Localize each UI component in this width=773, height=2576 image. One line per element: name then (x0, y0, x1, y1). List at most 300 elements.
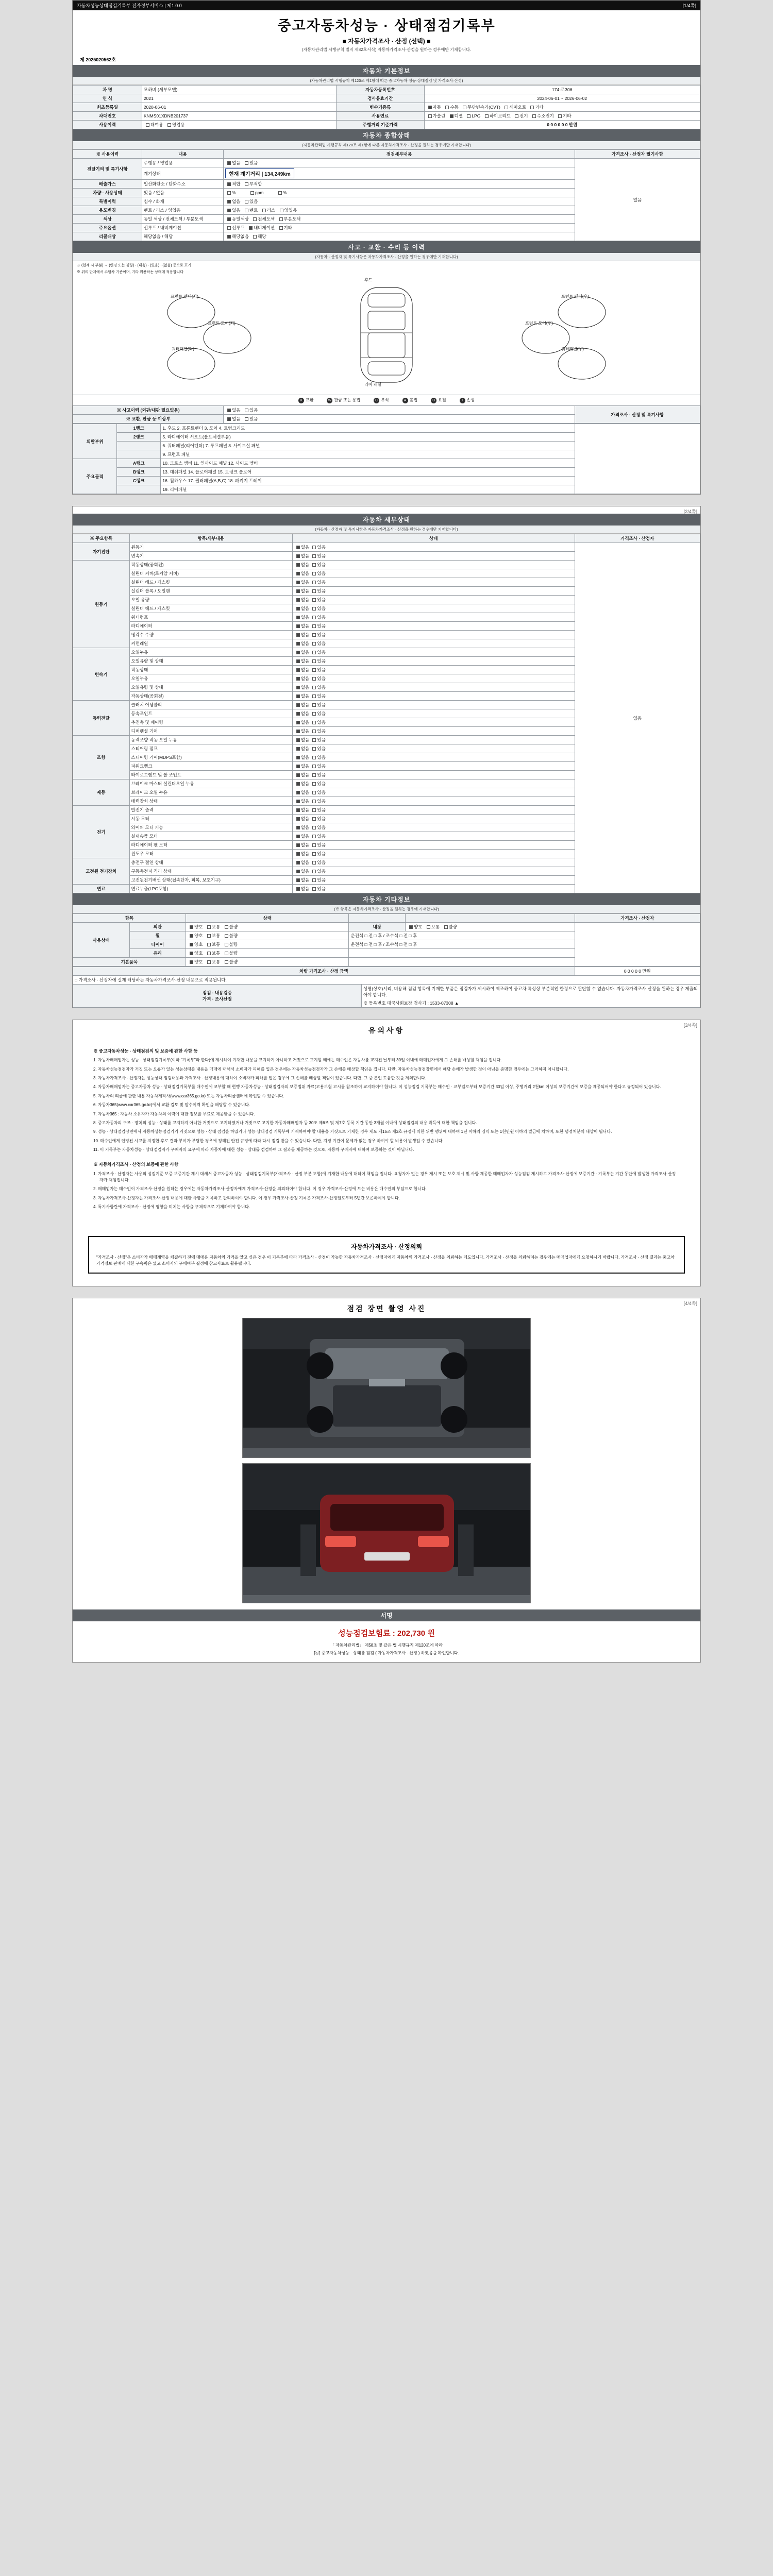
checkbox-state-yes[interactable] (312, 791, 316, 794)
panel-rank-table (73, 423, 700, 494)
declaration-text: "가격조사 · 산정"은 소비자가 매매계약을 체결하기 전에 매매용 자동차의 가격을 알고 싶은 경우 이 기록부에 따라 가격조사 · 산정이 가능한 자동차가격조사 · 산정자에게 자동차의 가격조사 · 산정을 의뢰하는 제도입니다. 가격조사 · 산정을 의뢰하려는 경우에는 매매업자에게 요청하시기 바랍니다. 가격조사 · 산정 결과는 중고차 가격정보 판매에 대한 구속력은 없고 소비자의 구매여부 결정에 참고자료로 활용됩니다. (96, 1255, 675, 1266)
cell-value: 9. 프런트 패널 (161, 450, 575, 459)
table-row (73, 406, 700, 415)
checkbox-lpg[interactable] (467, 114, 470, 118)
checkbox-state-yes[interactable] (312, 826, 316, 829)
checkbox-state-none[interactable] (296, 694, 300, 698)
page-tag-4: [4/4쪽] (683, 1301, 697, 1307)
checkbox-state-none[interactable] (296, 870, 300, 873)
detail-group-label: 연료 (73, 885, 130, 893)
checkbox-color-part[interactable] (279, 217, 283, 221)
checkbox-basic-bad[interactable] (225, 960, 228, 964)
checkbox-yes[interactable] (245, 161, 248, 165)
section-detail-band: 자동차 세부상태 (73, 514, 700, 526)
cell-value: 2020-06-01 (142, 103, 336, 112)
inspector-disclaimer: 성명(상호)서리, 비용해 점검 항목에 기재한 부품은 점검자가 제시하여 제조하여 중고차 특성상 부분적인 한정으로 판단할 수 없습니다. 자동차가격조사·산정을 원하는 경우 제출되어야 합니다. (363, 986, 698, 997)
cell-label: 내장 (349, 923, 406, 931)
cell-label: 가격조사 · 산정 및 특기사항 (575, 406, 700, 423)
notice-item: 5. 자동차의 리콜에 관한 내용 자동차제작사(www.car365.go.kr) 또는 자동차리콜센터에 확인할 수 있습니다. (93, 1093, 284, 1098)
notice-item: 2. 자동차성능점검자가 거짓 또는 오류가 있는 성능상태를 내용을 매매에 대해서 소비자가 피해를 입은 경우에는 자동차성능점검자가 그 손해를 배상할 책임을 집니다. 다만, 자동차성능점검장면에서 해당 손해가 발생한 것이 아님을 증명한 경우에는 그러하지 아니합니다. (93, 1066, 569, 1072)
checkbox-state-none[interactable] (296, 878, 300, 882)
legend-text: 흠집 (409, 398, 418, 402)
checkbox-state-yes[interactable] (312, 730, 316, 733)
checkbox-state-yes[interactable] (312, 756, 316, 759)
checkbox-use-rent[interactable] (245, 209, 248, 212)
page-title-note: (자동차관리법 시행규칙 별지 제82호서식) 자동차가격조사·산정을 원하는 경우에만 기재합니다. (301, 47, 472, 52)
detail-item-label: 배력장치 상태 (129, 797, 292, 806)
checkbox-flood-yes[interactable] (245, 200, 248, 204)
checkbox-cvt[interactable] (463, 106, 466, 109)
price-table (73, 967, 700, 1008)
checkbox-ng[interactable] (245, 182, 248, 186)
checkbox-state-yes[interactable] (312, 861, 316, 865)
col-header: 가격조사 · 산정자 (575, 534, 700, 543)
detail-item-state: 없음 있음 (292, 744, 575, 753)
cell-label: 외판부위 (73, 424, 117, 459)
label-door-front-left: 프런트 도어(좌) (208, 321, 236, 326)
checkbox-state-none[interactable] (296, 738, 300, 742)
checkbox-basic-normal[interactable] (207, 960, 211, 964)
transmission-options: 자동 수동 무단변속기(CVT) 세미오토 기타 (424, 103, 700, 112)
checkbox-tire-normal[interactable] (207, 943, 211, 946)
checkbox-state-none[interactable] (296, 852, 300, 856)
detail-item-label: 오일누유 (129, 674, 292, 683)
mileage-highlight-cell (224, 167, 575, 180)
checkbox-state-yes[interactable] (312, 712, 316, 716)
checkbox-manual[interactable] (445, 106, 449, 109)
checkbox-state-none[interactable] (296, 747, 300, 751)
checkbox-state-yes[interactable] (312, 686, 316, 689)
checkbox-state-yes[interactable] (312, 633, 316, 637)
legend-badge-t: T (460, 398, 465, 403)
checkbox-state-yes[interactable] (312, 800, 316, 803)
cell-value: 174-로306 (424, 86, 700, 94)
checkbox-state-yes[interactable] (312, 870, 316, 873)
checkbox-glass-bad[interactable] (225, 952, 228, 955)
notice-title: 유의사항 (368, 1026, 405, 1035)
checkbox-state-yes[interactable] (312, 677, 316, 681)
declaration-box (88, 1236, 685, 1274)
checkbox-wheel-normal[interactable] (207, 934, 211, 938)
cell-label: 주행거리 기준가격 (337, 121, 424, 129)
checkbox-state-yes[interactable] (312, 572, 316, 575)
checkbox-state-yes[interactable] (312, 773, 316, 777)
detail-item-label: 스티어링 펌프 (129, 744, 292, 753)
detail-group-label: 변속기 (73, 648, 130, 701)
detail-item-label: 동력조향 작동 오일 누유 (129, 736, 292, 744)
checkbox-none[interactable] (227, 161, 231, 165)
detail-item-state: 없음 있음 (292, 587, 575, 596)
notice-item: 7. 자동차365 : 자동차 소유자가 자동차의 이력에 대한 정보를 무료로 제공받을 수 있습니다. (93, 1111, 255, 1116)
detail-item-state: 없음 있음 (292, 631, 575, 639)
detail-item-label: 커먼레일 (129, 639, 292, 648)
checkbox-state-yes[interactable] (312, 808, 316, 812)
browser-bar-left: 자동차성능상태점검기록부 전자정부서비스 | 제1.0.0 (77, 3, 182, 8)
notice-heading-2: ※ 자동차가격조사 · 산정의 보증에 관한 사항 (93, 1162, 179, 1167)
checkbox-basic-good[interactable] (190, 960, 193, 964)
checkbox-state-yes[interactable] (312, 878, 316, 882)
checkbox-sunroof[interactable] (227, 226, 231, 230)
checkbox-wheel-good[interactable] (190, 934, 193, 938)
cell-label: ※ 교환, 판금 등 이상부 (73, 415, 224, 423)
cell-value: 양호 보통 불량 (186, 923, 349, 931)
checkbox-state-none[interactable] (296, 607, 300, 611)
checkbox-state-none[interactable] (296, 887, 300, 891)
checkbox-state-none[interactable] (296, 616, 300, 619)
detail-item-label: 윈도우 모터 (129, 850, 292, 858)
detail-item-label: 라디에이터 (129, 622, 292, 631)
cell-value: 없음 (575, 159, 700, 241)
photo-underbody (242, 1318, 531, 1458)
checkbox-state-yes[interactable] (312, 765, 316, 768)
checkbox-fuel-etc[interactable] (558, 114, 562, 118)
notice-item: 8. 중고자동차의 구조 · 장치의 성능 · 상태를 고지하지 아니한 거짓으로 고지하였거나 거짓으로 고지한 자동차매매업자 등 30조 제6조 및 제7호 등록 기간 동안 3개월 이내에 상태점검의 내용 취득에 대한 책임을 집니다. (93, 1120, 477, 1125)
checkbox-state-yes[interactable] (312, 782, 316, 786)
page-tag-3: [3/4쪽] (683, 1023, 697, 1028)
checkbox-diesel[interactable] (450, 114, 453, 118)
cell-value: 2024-06-01 ~ 2026-06-02 (424, 94, 700, 103)
table-header-row (73, 534, 700, 543)
detail-item-label: 오일유량 및 상태 (129, 657, 292, 666)
detail-item-state: 없음 있음 (292, 657, 575, 666)
legend-badge-x: X (298, 398, 304, 403)
table-row (73, 103, 700, 112)
checkbox-color-full[interactable] (253, 217, 257, 221)
checkbox-ext-good[interactable] (190, 925, 193, 929)
checkbox-wheel-bad[interactable] (225, 934, 228, 938)
detail-item-state: 없음 있음 (292, 692, 575, 701)
detail-item-state: 없음 있음 (292, 885, 575, 893)
detail-item-label: 디퍼렌셜 기어 (129, 727, 292, 736)
cell-label (117, 450, 161, 459)
col-header: 항목/세부내용 (129, 534, 292, 543)
detail-group-label: 제동 (73, 779, 130, 806)
legend-badge-w: W (327, 398, 332, 403)
table-row (73, 86, 700, 94)
checkbox-state-none[interactable] (296, 554, 300, 558)
checkbox-ev[interactable] (515, 114, 518, 118)
table-header-row (73, 150, 700, 159)
cell-value: 10. 크로스 멤버 11. 인사이드 패널 12. 사이드 멤버 (161, 459, 575, 468)
checkbox-state-none[interactable] (296, 686, 300, 689)
cell-value: 선루프 내비게이션 기타 (224, 224, 575, 232)
detail-item-state: 없음 있음 (292, 674, 575, 683)
cell-value: 16. 휠하우스 17. 필러패널(A,B,C) 18. 패키지 트레이 (161, 477, 575, 485)
detail-item-state: 없음 있음 (292, 771, 575, 779)
price-boxes: 0 0 0 0 0 0 만원 (424, 121, 700, 129)
cell-value: 없음 있음 (224, 197, 575, 206)
checkbox-state-yes[interactable] (312, 747, 316, 751)
cell-label: A랭크 (117, 459, 161, 468)
checkbox-state-yes[interactable] (312, 554, 316, 558)
cell-value: 모하비 (세부모델) (142, 86, 336, 94)
checkbox-ext-bad[interactable] (225, 925, 228, 929)
footer-line-1: 「 자동차관리법」 제58조 및 같은 법 시행규칙 제120조에 따라 (330, 1643, 443, 1648)
section-overall-note: (자동차관리법 시행규칙 제120조 제1항에 따른 자동차가격조사 · 산정을 원하는 경우에만 기재합니다) (73, 141, 700, 149)
checkbox-use-biz[interactable] (280, 209, 283, 212)
cell-value: 양호 보통 불량 (186, 931, 349, 940)
notice-item: 6. 자동차365(www.car365.go.kr)에서 교환 검토 및 압수이력 확인을 해당할 수 있습니다. (93, 1103, 250, 1108)
checkbox-ok[interactable] (227, 182, 231, 186)
checkbox-state-none[interactable] (296, 598, 300, 602)
col-header: ※ 사용이력 (73, 150, 142, 159)
detail-item-state: 없음 있음 (292, 666, 575, 674)
checkbox-use-none[interactable] (227, 209, 231, 212)
cell-label: 일산화탄소 / 탄화수소 (142, 180, 223, 189)
col-header (405, 914, 575, 923)
legend-item (431, 397, 446, 403)
cell-label: 차량 · 사용상태 (73, 189, 142, 197)
table-row (73, 923, 700, 931)
section-accident-band: 사고 · 교환 · 수리 등 이력 (73, 241, 700, 253)
notice-item: 9. 성능 · 상태점검장면에서 자동차성능점검기기 거짓으로 성능 · 상태 점검을 하였거나 성능 상태점검 기록부에 기재하여야 할 내용을 거짓으로 기재한 경우 제도 제15조 제3호 규정에 의한 위반 행위에 대하여 1년 이하의 징역 또는 1천만원 이하의 벌금에 처하며, 또한 행정처분의 대상이 됩니다. (93, 1129, 612, 1134)
notice-subitem: 3. 자동차가격조사·산정자는 가격조사·산정 내용에 대한 사항을 기록하고 관리하여야 합니다. 이 경우 가격조사·산정 기록은 가격조사·산정일로부터 5년간 보존하여야 합니다. (93, 1195, 400, 1200)
tire-position-note: 운전석 □ 전 □ 후 / 조수석 □ 전 □ 후 (349, 940, 575, 949)
cell-label: 검사유효기간 (337, 94, 424, 103)
checkbox-state-none[interactable] (296, 826, 300, 829)
checkbox-state-yes[interactable] (312, 546, 316, 549)
detail-item-state: 없음 있음 (292, 806, 575, 815)
detail-item-label: 실린더 커버(로커암 커버) (129, 569, 292, 578)
checkbox-state-yes[interactable] (312, 598, 316, 602)
cell-label: 사용이력 (73, 121, 142, 129)
checkbox-state-none[interactable] (296, 624, 300, 628)
checkbox-state-yes[interactable] (312, 694, 316, 698)
checkbox-flood-none[interactable] (227, 200, 231, 204)
fuel-options: 가솔린 디젤 LPG 하이브리드 전기 수소전기 기타 (424, 112, 700, 121)
checkbox-int-bad[interactable] (444, 925, 448, 929)
checkbox-state-none[interactable] (296, 861, 300, 865)
diagram-annotations (73, 276, 700, 395)
cell-label: 주요골격 (73, 459, 117, 494)
checkbox-state-none[interactable] (296, 712, 300, 716)
table-row (73, 985, 700, 1008)
checkbox-state-none[interactable] (296, 730, 300, 733)
checkbox-state-none[interactable] (296, 756, 300, 759)
cell-label: 동일 색상 / 전체도색 / 부분도색 (142, 215, 223, 224)
checkbox-state-yes[interactable] (312, 738, 316, 742)
cell-label: C랭크 (117, 477, 161, 485)
price-value: 0 0 0 0 0 만원 (575, 967, 700, 976)
cell-label: 변속기종류 (337, 103, 424, 112)
cell-label: 용도변경 (73, 206, 142, 215)
checkbox-co[interactable] (227, 191, 231, 195)
cell-label: 전달기의 및 특기사항 (73, 159, 142, 180)
checkbox-state-none[interactable] (296, 677, 300, 681)
checkbox-state-none[interactable] (296, 808, 300, 812)
legend-item (327, 397, 360, 403)
section-other-band: 자동차 기타정보 (73, 893, 700, 905)
cell-label: 외관 (129, 923, 186, 931)
sheet-page-2 (72, 506, 701, 1008)
checkbox-state-none[interactable] (296, 581, 300, 584)
cell-label: 선루프 / 내비게이션 (142, 224, 223, 232)
detail-item-state: 없음 있음 (292, 867, 575, 876)
detail-group-label: 조향 (73, 736, 130, 779)
detail-item-label: 오일누유 (129, 648, 292, 657)
detail-state-table (73, 534, 700, 893)
checkbox-accident-none[interactable] (227, 409, 231, 412)
detail-item-label: 원동기 (129, 543, 292, 552)
notice-item: 10. 매수인에게 인정된 시고를 지정한 후로 결과 부여가 부당한 경우에 정해진 안전 규정에 따라 다시 점검 받을 수 있습니다. 다만, 지정 기관이 문제가 없는 경우 하여야 할 비용이 발생될 수 있습니다. (93, 1138, 444, 1143)
checkbox-hybrid[interactable] (485, 114, 489, 118)
checkbox-use-lease[interactable] (262, 209, 266, 212)
notice-item: 4. 자동차매매업자는 중고자동차 성능 · 상태점검기록부를 매수인에 교부할 때 현행 자동차성능 · 상태점검자의 보증범위 자료(고용보험 고시를 참조하여 교지하여야 합니다. 이 성능점검 기록부는 매수인 · 교부일로부터 보증기간 30일 이상, 주행거리 2천km 이상의 보증기간에 보증을 제공되어야 한다고 규정되어 있습니다. (93, 1084, 661, 1090)
col-header: 상태 (292, 534, 575, 543)
checkbox-state-none[interactable] (296, 703, 300, 707)
cell-label: 해당없음 / 해당 (142, 232, 223, 241)
detail-item-label: 스티어링 기어(MDPS포함) (129, 753, 292, 762)
checkbox-state-yes[interactable] (312, 817, 316, 821)
checkbox-glass-good[interactable] (190, 952, 193, 955)
checkbox-state-none[interactable] (296, 572, 300, 575)
label-quarter-left: 쿼터패널(좌) (172, 347, 194, 351)
checkbox-repair-none[interactable] (227, 417, 231, 421)
checkbox-state-yes[interactable] (312, 616, 316, 619)
checkbox-state-none[interactable] (296, 546, 300, 549)
cell-value (349, 949, 575, 958)
section-basic-note: (자동차관리법 시행규칙 제120조 제1항에 따른 중고자동차 성능·상태점검 및 가격조사·산정) (73, 77, 700, 85)
detail-item-label: 추진축 및 베어링 (129, 718, 292, 727)
cell-value: 13. 대쉬패널 14. 플로어패널 15. 트렁크 플로어 (161, 468, 575, 477)
checkbox-state-none[interactable] (296, 642, 300, 646)
checkbox-ext-normal[interactable] (207, 925, 211, 929)
notice-subitem: 2. 매매업자는 매수인이 가격조사·산정을 원하는 경우에는 자동차가격조사·산정자에게 가격조사·산정을 의뢰하여야 합니다. 이 경우 가격조사·산정에 드는 비용은 매수인의 부담으로 합니다. (93, 1187, 427, 1192)
checkbox-smoke[interactable] (278, 191, 282, 195)
checkbox-state-none[interactable] (296, 659, 300, 663)
checkbox-auto[interactable] (428, 106, 432, 109)
checkbox-state-yes[interactable] (312, 589, 316, 593)
cell-value: 없음 있음 (224, 406, 575, 415)
price-band-label: 차량 가격조사 · 산정 금액 (73, 967, 575, 976)
checkbox-tire-good[interactable] (190, 943, 193, 946)
table-row (73, 121, 700, 129)
checkbox-state-yes[interactable] (312, 624, 316, 628)
legend-item (298, 397, 313, 403)
photo-rear-lift (242, 1463, 531, 1603)
col-header: 내용 (142, 150, 223, 159)
sheet-page-3 (72, 1020, 701, 1286)
inspector-text (361, 985, 700, 1008)
checkbox-int-good[interactable] (409, 925, 413, 929)
checkbox-state-none[interactable] (296, 773, 300, 777)
detail-item-label: 타이로드엔드 및 볼 조인트 (129, 771, 292, 779)
checkbox-state-yes[interactable] (312, 835, 316, 838)
cell-label: 기본품목 (73, 958, 186, 967)
checkbox-glass-normal[interactable] (207, 952, 211, 955)
detail-inspector-note: 없음 (575, 543, 700, 893)
checkbox-state-none[interactable] (296, 800, 300, 803)
detail-item-state: 없음 있음 (292, 639, 575, 648)
legend-text: 손상 (466, 398, 475, 402)
legend-badge-c: C (374, 398, 379, 403)
checkbox-recall-yes[interactable] (253, 235, 257, 239)
detail-item-label: 구동축전지 격리 상태 (129, 867, 292, 876)
checkbox-int-normal[interactable] (427, 925, 430, 929)
checkbox-h2[interactable] (532, 114, 536, 118)
table-row (73, 976, 700, 985)
checkbox-state-yes[interactable] (312, 668, 316, 672)
checkbox-repair-yes[interactable] (245, 417, 248, 421)
checkbox-gasoline[interactable] (428, 114, 432, 118)
checkbox-state-none[interactable] (296, 791, 300, 794)
checkbox-state-none[interactable] (296, 721, 300, 724)
checkbox-rental[interactable] (146, 123, 149, 127)
checkbox-etc[interactable] (530, 106, 534, 109)
legend-badge-a: A (402, 398, 408, 403)
checkbox-state-none[interactable] (296, 782, 300, 786)
checkbox-state-yes[interactable] (312, 887, 316, 891)
photos-title: 점검 장면 촬영 사진 (347, 1304, 426, 1313)
detail-item-label: 실린더 헤드 / 개스킷 (129, 604, 292, 613)
checkbox-state-yes[interactable] (312, 651, 316, 654)
detail-item-label: 라디에이터 팬 모터 (129, 841, 292, 850)
cell-value: 대여용 영업용 (142, 121, 336, 129)
checkbox-state-yes[interactable] (312, 852, 316, 856)
cell-label: 자동차등록번호 (337, 86, 424, 94)
checkbox-state-yes[interactable] (312, 659, 316, 663)
checkbox-semiauto[interactable] (505, 106, 508, 109)
photo-gallery (242, 1318, 531, 1603)
detail-table-body (73, 543, 700, 893)
checkbox-state-yes[interactable] (312, 563, 316, 567)
checkbox-state-yes[interactable] (312, 843, 316, 847)
detail-group-label: 동력전달 (73, 701, 130, 736)
checkbox-accident-yes[interactable] (245, 409, 248, 412)
checkbox-state-none[interactable] (296, 563, 300, 567)
detail-item-state: 없음 있음 (292, 876, 575, 885)
checkbox-opt-etc[interactable] (279, 226, 283, 230)
checkbox-state-none[interactable] (296, 589, 300, 593)
cell-value: 6. 쿼터패널(리어펜더) 7. 루프패널 8. 사이드실 패널 (161, 442, 575, 450)
cell-value: 없음 있음 (224, 415, 575, 423)
checkbox-hc[interactable] (250, 191, 254, 195)
section-detail-note: (자동차 · 산정자 및 특기사항은 자동차가격조사 · 산정을 원하는 경우에만 기재합니다) (73, 526, 700, 534)
checkbox-state-none[interactable] (296, 668, 300, 672)
detail-item-label: 오일 유량 (129, 596, 292, 604)
checkbox-recall-none[interactable] (227, 235, 231, 239)
cell-label: 차 명 (73, 86, 142, 94)
checkbox-tire-bad[interactable] (225, 943, 228, 946)
checkbox-state-yes[interactable] (312, 721, 316, 724)
mileage-value: 현재 계기거리 | 134,249km (225, 168, 294, 178)
checkbox-business[interactable] (167, 123, 171, 127)
browser-bar (73, 1, 700, 10)
checkbox-state-none[interactable] (296, 817, 300, 821)
cell-value: 동일색상 전체도색 부분도색 (224, 215, 575, 224)
checkbox-state-none[interactable] (296, 633, 300, 637)
checkbox-state-yes[interactable] (312, 703, 316, 707)
checkbox-state-none[interactable] (296, 651, 300, 654)
detail-item-state: 없음 있음 (292, 850, 575, 858)
inspector-label-1: 점검 · 내용검증 (202, 990, 232, 995)
checkbox-state-none[interactable] (296, 835, 300, 838)
cell-value: 없음 렌트 리스 영업용 (224, 206, 575, 215)
signature-band: 서명 (73, 1609, 700, 1621)
col-header (349, 914, 406, 923)
checkbox-state-yes[interactable] (312, 581, 316, 584)
checkbox-state-none[interactable] (296, 843, 300, 847)
cell-label: 차대번호 (73, 112, 142, 121)
col-header: ※ 주요항목 (73, 534, 130, 543)
checkbox-navi[interactable] (249, 226, 253, 230)
checkbox-state-yes[interactable] (312, 607, 316, 611)
detail-item-state: 없음 있음 (292, 709, 575, 718)
checkbox-color-same[interactable] (227, 217, 231, 221)
cell-value: 양호 보통 불량 (405, 923, 575, 931)
checkbox-state-none[interactable] (296, 765, 300, 768)
checkbox-state-yes[interactable] (312, 642, 316, 646)
